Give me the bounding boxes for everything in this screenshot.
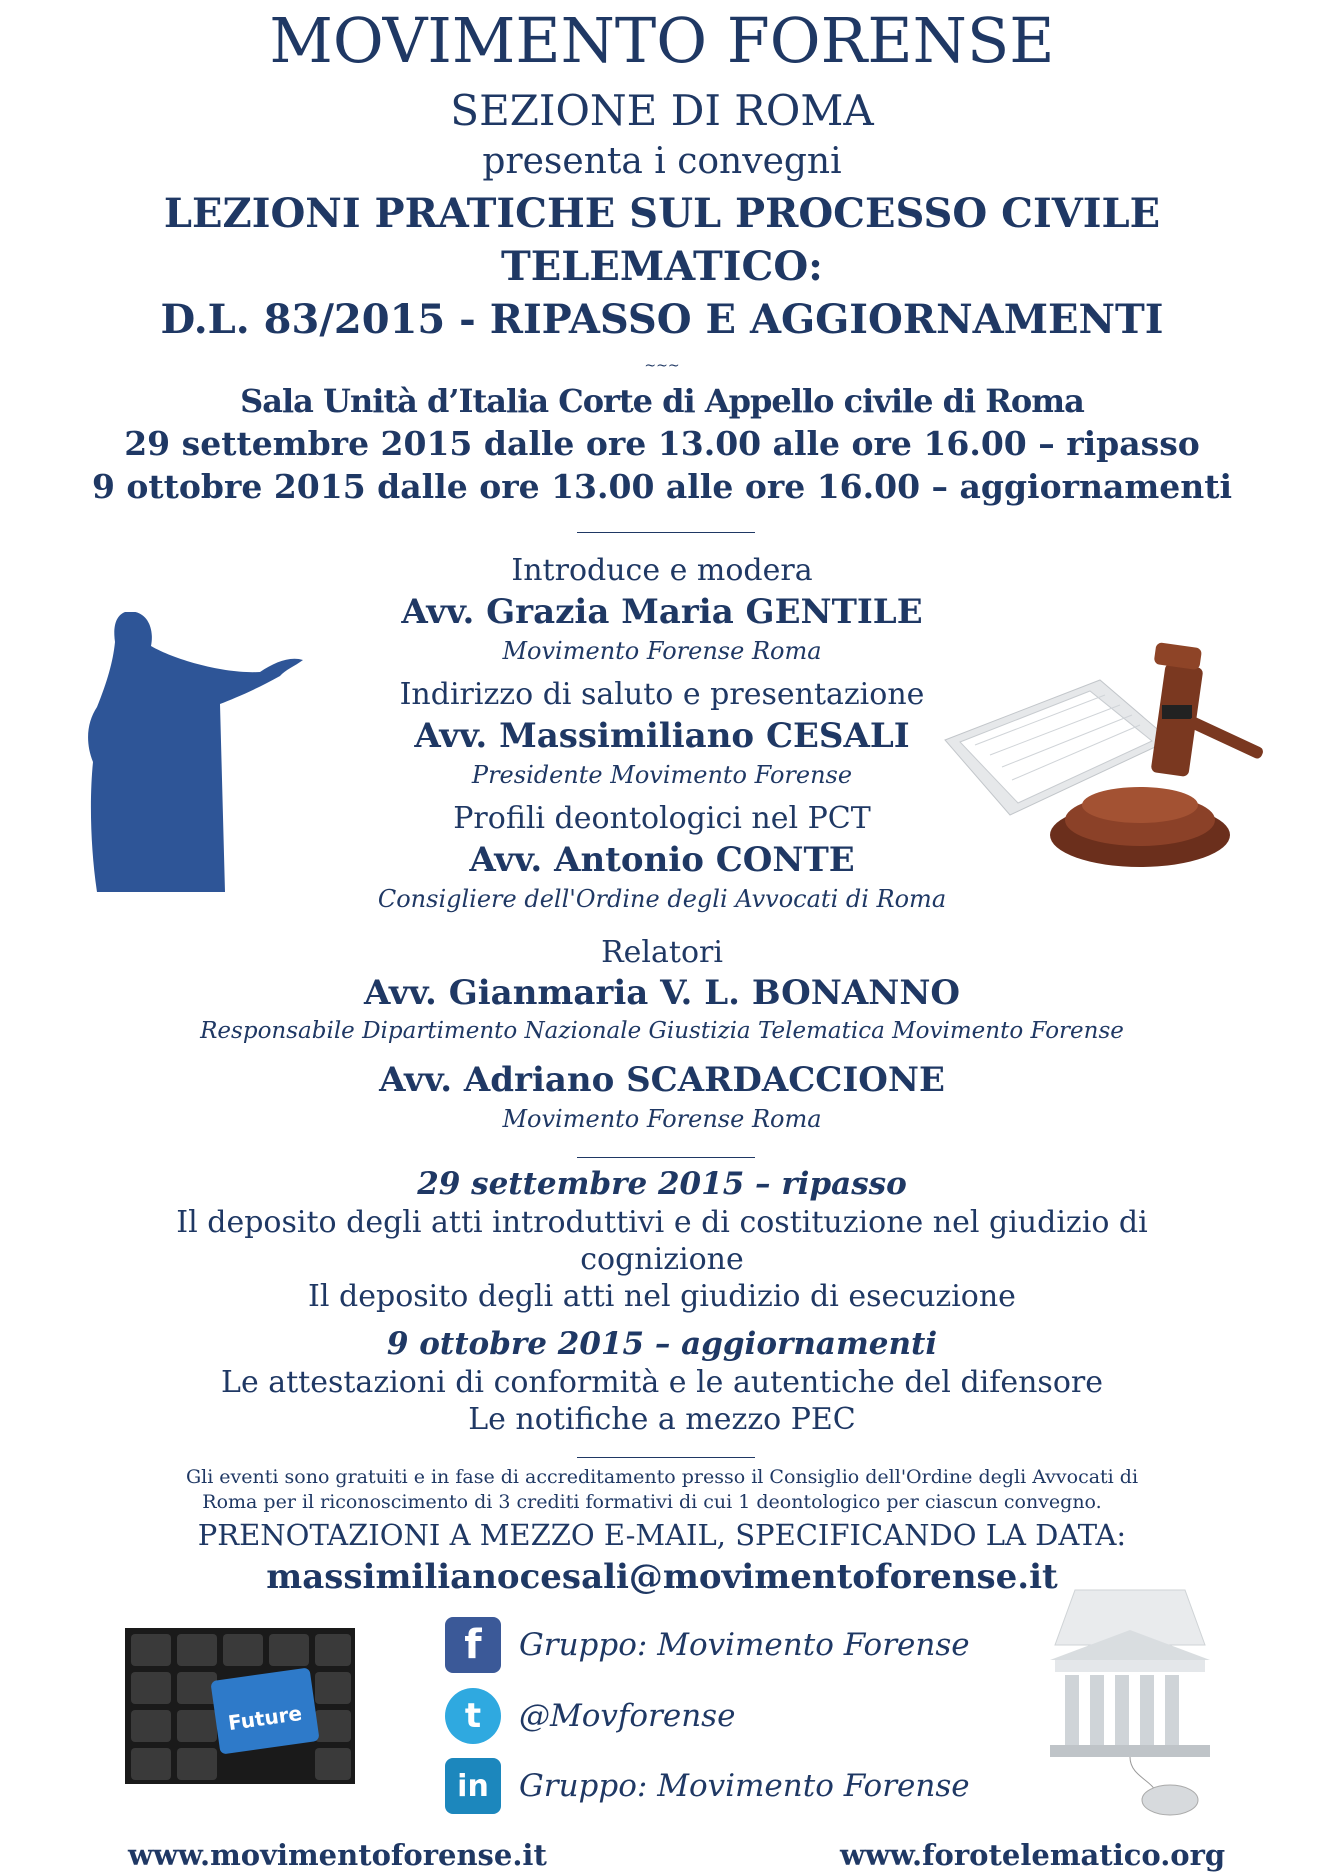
social-label: Gruppo: Movimento Forense [519, 1627, 970, 1663]
day1-line3: Il deposito degli atti nel giudizio di esecuzione [308, 1279, 1016, 1314]
relatori-label: Relatori [601, 935, 723, 970]
event-title-line3: D.L. 83/2015 - RIPASSO E AGGIORNAMENTI [160, 296, 1164, 343]
presents-text: presenta i convegni [482, 141, 842, 182]
section-title: SEZIONE DI ROMA [450, 86, 874, 135]
link-forotelematico[interactable]: www.forotelematico.org [840, 1838, 1226, 1872]
link-movimentoforense[interactable]: www.movimentoforense.it [128, 1838, 547, 1872]
booking-text: PRENOTAZIONI A MEZZO E-MAIL, SPECIFICANDO LA DATA: [197, 1518, 1127, 1552]
greet-name: Avv. Massimiliano CESALI [414, 716, 910, 756]
rel1-role: Responsabile Dipartimento Nazionale Giustizia Telematica Movimento Forense [200, 1018, 1124, 1044]
keyboard-future-image [125, 1628, 355, 1784]
rel2-name: Avv. Adriano SCARDACCIONE [379, 1060, 945, 1100]
rel1-name: Avv. Gianmaria V. L. BONANNO [363, 973, 961, 1013]
ethics-name: Avv. Antonio CONTE [469, 840, 855, 880]
courthouse-mouse-image [1030, 1575, 1230, 1820]
notice-line1: Gli eventi sono gratuiti e in fase di accreditamento presso il Consiglio dell'Ordine degli Avvocati di [185, 1466, 1139, 1488]
future-key-label: Future [226, 1700, 304, 1736]
divider [577, 1157, 755, 1158]
divider [577, 532, 755, 533]
notice-line2: Roma per il riconoscimento di 3 crediti formativi di cui 1 deontologico per ciascun convegno. [202, 1491, 1102, 1513]
facebook-icon: f [445, 1617, 501, 1673]
org-title: MOVIMENTO FORENSE [269, 4, 1055, 77]
intro-label: Introduce e modera [511, 553, 813, 588]
twitter-icon: t [445, 1688, 501, 1744]
day1-line2: cognizione [580, 1242, 744, 1277]
venue-date1: 29 settembre 2015 dalle ore 13.00 alle ore 16.00 – ripasso [124, 424, 1200, 463]
social-label: @Movforense [519, 1698, 736, 1734]
ethics-label: Profili deontologici nel PCT [453, 801, 871, 836]
ethics-role: Consigliere dell'Ordine degli Avvocati di Roma [377, 885, 947, 913]
greet-label: Indirizzo di saluto e presentazione [399, 677, 925, 712]
venue-place: Sala Unità d’Italia Corte di Appello civile di Roma [240, 382, 1084, 420]
linkedin-icon: in [445, 1758, 501, 1814]
social-linkedin[interactable] [445, 1755, 970, 1817]
social-facebook[interactable] [445, 1614, 970, 1676]
lawyer-silhouette-image [85, 612, 345, 892]
greet-role: Presidente Movimento Forense [471, 761, 853, 789]
day2-title: 9 ottobre 2015 – aggiornamenti [386, 1326, 938, 1362]
separator-tilde: ~~~ [644, 358, 680, 374]
event-title-line2: TELEMATICO: [501, 243, 823, 290]
day2-line2: Le notifiche a mezzo PEC [468, 1402, 856, 1437]
divider [577, 1457, 755, 1458]
social-twitter[interactable] [445, 1685, 735, 1747]
day2-line1: Le attestazioni di conformità e le autentiche del difensore [221, 1365, 1103, 1400]
intro-name: Avv. Grazia Maria GENTILE [401, 592, 923, 632]
event-title-line1: LEZIONI PRATICHE SUL PROCESSO CIVILE [163, 190, 1161, 237]
booking-email[interactable]: massimilianocesali@movimentoforense.it [266, 1557, 1058, 1597]
gavel-keyboard-image [940, 625, 1280, 875]
venue-date2: 9 ottobre 2015 dalle ore 13.00 alle ore 16.00 – aggiornamenti [91, 467, 1233, 506]
day1-title: 29 settembre 2015 – ripasso [417, 1166, 907, 1202]
day1-line1: Il deposito degli atti introduttivi e di costituzione nel giudizio di [176, 1205, 1148, 1240]
rel2-role: Movimento Forense Roma [502, 1105, 822, 1133]
social-label: Gruppo: Movimento Forense [519, 1768, 970, 1804]
intro-role: Movimento Forense Roma [502, 637, 822, 665]
